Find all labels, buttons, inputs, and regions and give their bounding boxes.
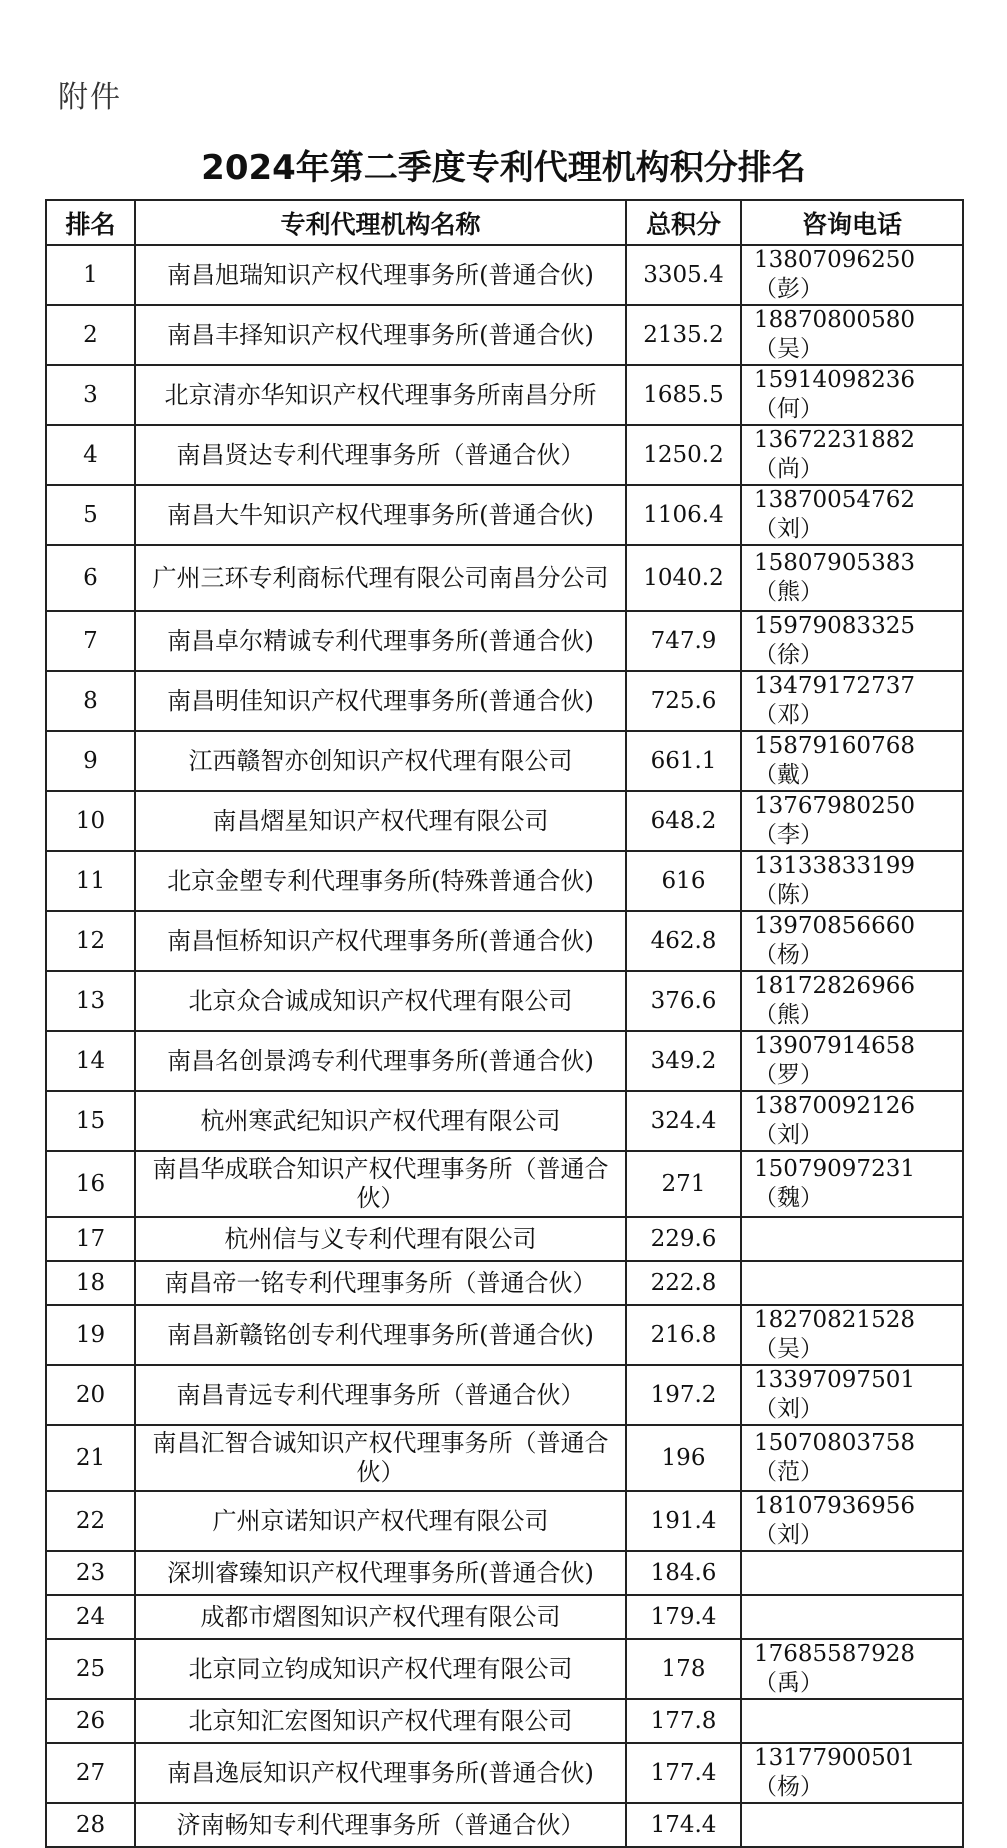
header-phone: 咨询电话 (741, 200, 963, 245)
attachment-label: 附件 (58, 80, 122, 115)
table-row (46, 971, 963, 1031)
table-row (46, 1031, 963, 1091)
page-title: 2024年第二季度专利代理机构积分排名 (201, 148, 806, 188)
phone-cell: 13767980250（李） (741, 791, 963, 851)
phone-cell: 13672231882（尚） (741, 425, 963, 485)
score-cell: 197.2 (626, 1365, 741, 1425)
phone-cell: 17685587928（禹） (741, 1639, 963, 1699)
phone-cell (741, 1595, 963, 1639)
agency-name-cell: 南昌帝一铭专利代理事务所（普通合伙） (135, 1261, 626, 1305)
phone-cell: 13479172737（邓） (741, 671, 963, 731)
table-row (46, 1743, 963, 1803)
phone-cell: 13870054762（刘） (741, 485, 963, 545)
score-cell: 376.6 (626, 971, 741, 1031)
agency-name-cell: 南昌逸辰知识产权代理事务所(普通合伙) (135, 1743, 626, 1803)
table-row (46, 911, 963, 971)
score-cell: 229.6 (626, 1217, 741, 1261)
agency-name-cell: 广州三环专利商标代理有限公司南昌分公司 (135, 545, 626, 611)
table-row (46, 1425, 963, 1491)
table-row (46, 1091, 963, 1151)
rank-cell: 27 (46, 1743, 135, 1803)
agency-name-cell: 南昌新赣铭创专利代理事务所(普通合伙) (135, 1305, 626, 1365)
agency-name-cell: 南昌丰择知识产权代理事务所(普通合伙) (135, 305, 626, 365)
rank-cell: 18 (46, 1261, 135, 1305)
rank-cell: 7 (46, 611, 135, 671)
table-row (46, 1261, 963, 1305)
agency-name-cell: 南昌明佳知识产权代理事务所(普通合伙) (135, 671, 626, 731)
phone-cell: 13397097501（刘） (741, 1365, 963, 1425)
rank-cell: 22 (46, 1491, 135, 1551)
rank-cell: 12 (46, 911, 135, 971)
agency-name-cell: 北京金塱专利代理事务所(特殊普通合伙) (135, 851, 626, 911)
score-cell: 216.8 (626, 1305, 741, 1365)
table-row (46, 611, 963, 671)
phone-cell: 15879160768（戴） (741, 731, 963, 791)
agency-name-cell: 南昌汇智合诚知识产权代理事务所（普通合伙） (135, 1425, 626, 1491)
agency-name-cell: 济南畅知专利代理事务所（普通合伙） (135, 1803, 626, 1847)
rank-cell: 28 (46, 1803, 135, 1847)
score-cell: 179.4 (626, 1595, 741, 1639)
rank-cell: 23 (46, 1551, 135, 1595)
agency-name-cell: 南昌熠星知识产权代理有限公司 (135, 791, 626, 851)
phone-cell (741, 1261, 963, 1305)
ranking-table (45, 199, 964, 1848)
agency-name-cell: 杭州寒武纪知识产权代理有限公司 (135, 1091, 626, 1151)
rank-cell: 21 (46, 1425, 135, 1491)
agency-name-cell: 深圳睿臻知识产权代理事务所(普通合伙) (135, 1551, 626, 1595)
score-cell: 1106.4 (626, 485, 741, 545)
phone-cell: 13970856660（杨） (741, 911, 963, 971)
score-cell: 191.4 (626, 1491, 741, 1551)
table-row (46, 545, 963, 611)
agency-name-cell: 广州京诺知识产权代理有限公司 (135, 1491, 626, 1551)
table-row (46, 1217, 963, 1261)
rank-cell: 5 (46, 485, 135, 545)
rank-cell: 8 (46, 671, 135, 731)
phone-cell: 15807905383（熊） (741, 545, 963, 611)
table-row (46, 1551, 963, 1595)
table-row (46, 245, 963, 305)
rank-cell: 10 (46, 791, 135, 851)
score-cell: 1250.2 (626, 425, 741, 485)
agency-name-cell: 南昌恒桥知识产权代理事务所(普通合伙) (135, 911, 626, 971)
table-row (46, 671, 963, 731)
table-row (46, 365, 963, 425)
table-row (46, 791, 963, 851)
header-name: 专利代理机构名称 (135, 200, 626, 245)
phone-cell (741, 1803, 963, 1847)
table-row (46, 1305, 963, 1365)
phone-cell: 13870092126（刘） (741, 1091, 963, 1151)
table-row (46, 1803, 963, 1847)
score-cell: 661.1 (626, 731, 741, 791)
table-row (46, 851, 963, 911)
table-header-row (46, 200, 963, 245)
score-cell: 196 (626, 1425, 741, 1491)
phone-cell: 15079097231（魏） (741, 1151, 963, 1217)
phone-cell: 15979083325（徐） (741, 611, 963, 671)
score-cell: 324.4 (626, 1091, 741, 1151)
score-cell: 174.4 (626, 1803, 741, 1847)
rank-cell: 19 (46, 1305, 135, 1365)
agency-name-cell: 江西赣智亦创知识产权代理有限公司 (135, 731, 626, 791)
rank-cell: 11 (46, 851, 135, 911)
score-cell: 178 (626, 1639, 741, 1699)
agency-name-cell: 南昌卓尔精诚专利代理事务所(普通合伙) (135, 611, 626, 671)
score-cell: 648.2 (626, 791, 741, 851)
agency-name-cell: 杭州信与义专利代理有限公司 (135, 1217, 626, 1261)
table-row (46, 1595, 963, 1639)
header-rank: 排名 (46, 200, 135, 245)
score-cell: 1040.2 (626, 545, 741, 611)
score-cell: 462.8 (626, 911, 741, 971)
rank-cell: 2 (46, 305, 135, 365)
score-cell: 2135.2 (626, 305, 741, 365)
agency-name-cell: 成都市熠图知识产权代理有限公司 (135, 1595, 626, 1639)
rank-cell: 14 (46, 1031, 135, 1091)
agency-name-cell: 南昌大牛知识产权代理事务所(普通合伙) (135, 485, 626, 545)
table-body (46, 245, 963, 1847)
phone-cell: 13807096250（彭） (741, 245, 963, 305)
phone-cell: 18172826966（熊） (741, 971, 963, 1031)
header-score: 总积分 (626, 200, 741, 245)
score-cell: 1685.5 (626, 365, 741, 425)
agency-name-cell: 南昌青远专利代理事务所（普通合伙） (135, 1365, 626, 1425)
score-cell: 177.8 (626, 1699, 741, 1743)
phone-cell (741, 1699, 963, 1743)
rank-cell: 13 (46, 971, 135, 1031)
table-row (46, 731, 963, 791)
score-cell: 177.4 (626, 1743, 741, 1803)
table-row (46, 425, 963, 485)
table-row (46, 1151, 963, 1217)
rank-cell: 25 (46, 1639, 135, 1699)
agency-name-cell: 北京众合诚成知识产权代理有限公司 (135, 971, 626, 1031)
rank-cell: 16 (46, 1151, 135, 1217)
score-cell: 271 (626, 1151, 741, 1217)
rank-cell: 15 (46, 1091, 135, 1151)
rank-cell: 3 (46, 365, 135, 425)
score-cell: 349.2 (626, 1031, 741, 1091)
phone-cell: 13133833199（陈） (741, 851, 963, 911)
phone-cell: 13177900501（杨） (741, 1743, 963, 1803)
table-row (46, 1365, 963, 1425)
table-row (46, 1491, 963, 1551)
phone-cell: 18270821528（吴） (741, 1305, 963, 1365)
agency-name-cell: 南昌名创景鸿专利代理事务所(普通合伙) (135, 1031, 626, 1091)
phone-cell: 18107936956（刘） (741, 1491, 963, 1551)
score-cell: 725.6 (626, 671, 741, 731)
phone-cell: 15070803758（范） (741, 1425, 963, 1491)
phone-cell: 13907914658（罗） (741, 1031, 963, 1091)
phone-cell: 18870800580（吴） (741, 305, 963, 365)
agency-name-cell: 南昌华成联合知识产权代理事务所（普通合伙） (135, 1151, 626, 1217)
rank-cell: 4 (46, 425, 135, 485)
agency-name-cell: 南昌贤达专利代理事务所（普通合伙） (135, 425, 626, 485)
table-row (46, 1639, 963, 1699)
rank-cell: 20 (46, 1365, 135, 1425)
agency-name-cell: 北京知汇宏图知识产权代理有限公司 (135, 1699, 626, 1743)
score-cell: 3305.4 (626, 245, 741, 305)
rank-cell: 17 (46, 1217, 135, 1261)
table-row (46, 485, 963, 545)
table-row (46, 1699, 963, 1743)
agency-name-cell: 南昌旭瑞知识产权代理事务所(普通合伙) (135, 245, 626, 305)
rank-cell: 26 (46, 1699, 135, 1743)
agency-name-cell: 北京清亦华知识产权代理事务所南昌分所 (135, 365, 626, 425)
phone-cell (741, 1217, 963, 1261)
phone-cell (741, 1551, 963, 1595)
score-cell: 616 (626, 851, 741, 911)
rank-cell: 6 (46, 545, 135, 611)
score-cell: 184.6 (626, 1551, 741, 1595)
phone-cell: 15914098236（何） (741, 365, 963, 425)
rank-cell: 1 (46, 245, 135, 305)
table-row (46, 305, 963, 365)
rank-cell: 24 (46, 1595, 135, 1639)
rank-cell: 9 (46, 731, 135, 791)
score-cell: 747.9 (626, 611, 741, 671)
agency-name-cell: 北京同立钧成知识产权代理有限公司 (135, 1639, 626, 1699)
score-cell: 222.8 (626, 1261, 741, 1305)
